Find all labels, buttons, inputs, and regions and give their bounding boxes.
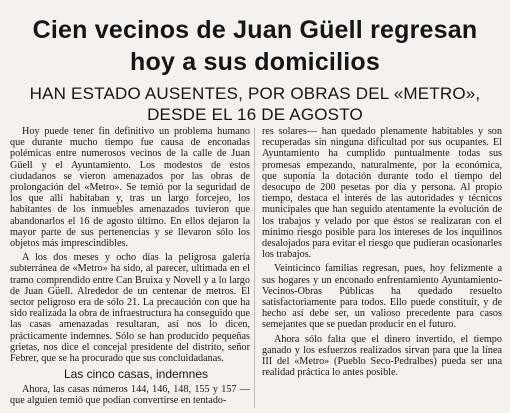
left-paragraph-3: Ahora, las casas números 144, 146, 148, 155 y 157 —que alguien temió que podían convertirse en tentado-: [10, 384, 250, 407]
section-subhead: Las cinco casas, indemnes: [63, 367, 209, 382]
subheadline-line-1: HAN ESTADO AUSENTES, POR OBRAS DEL «METRO»,: [29, 84, 481, 103]
headline-line-1: Cien vecinos de Juan Güell regresan: [32, 16, 478, 44]
right-paragraph-1: res solares— han quedado plenamente habitables y son recuperadas sin ninguna dificultad por sus ocupantes. El Ayuntamiento ha cumplido puntualmente todas sus promesas empezando, naturalmente, por la económica, que suponía la dotación durante todo el tiempo del desocupo de 200 pesetas por día y persona. Al propio tiempo, destaca el interés de las autoridades y técnicos municipales que han seguido atentamente la evolución de los trabajos y velado por que éstos se realizaran con el mínimo riesgo posible para los intereses de los inquilinos desalojados para evitar el riesgo que pudieran ocasionarles los trabajos.: [262, 126, 502, 261]
right-paragraph-2: Veinticinco familias regresan, pues, hoy felizmente a sus hogares y un enconado enfrentamiento Ayuntamiento-Vecinos-Obras Públicas ha quedado resuelto satisfactoriamente para todos. Ello puede constituir, y de hecho así debe ser, un valioso precedente para casos semejantes que se puedan producir en el futuro.: [262, 263, 502, 331]
column-divider: [254, 128, 255, 408]
right-paragraph-3: Ahora sólo falta que el dinero invertido, el tiempo ganado y los esfuerzos realizados sirvan para que la línea III del «Metro» (Pueblo Seco-Pedralbes) pueda ser una realidad práctica lo antes posible.: [262, 333, 502, 379]
subheadline-line-2: DESDE EL 16 DE AGOSTO: [147, 105, 363, 124]
left-paragraph-2: A los dos meses y ocho días la peligrosa galería subterránea de «Metro» ha sido, al parecer, ultimada en el tramo comprendido entre Can Bruixa y Novell y a lo largo de Juan Güell. Alrededor de un centenar de metros. El sector peligroso era de sólo 21. La precaución con que ha sido realizada la obra de infraestructura ha conseguido que las casas amenazadas resultaran, así nos lo dicen, prácticamente indemnes. Sólo se han producido pequeñas grietas, nos dice el concejal presidente del distrito, señor Febrer, que se ha procurado que sus concluidadanas.: [10, 252, 250, 365]
article-left-column: [10, 126, 250, 410]
left-paragraph-1: Hoy puede tener fin definitivo un problema humano que durante mucho tiempo fue causa de enconadas polémicas entre numerosos vecinos de la calle de Juan Güell y el Ayuntamiento. Los modestos de estos ciudadanos se vieron amenazados por las obras de prolongación del «Metro». Se temió por la seguridad de los que allí habitaban y, tras un largo forcejeo, los habitantes de los inmuebles amenazados tuvieron que abandonarlos el 16 de agosto último. En ellos dejaron la mayor parte de sus pertenencias y se llevaron sólo los objetos más imprescindibles.: [10, 126, 250, 250]
headline-line-2: hoy a sus domicilios: [130, 48, 380, 76]
article-right-column: [262, 126, 502, 381]
